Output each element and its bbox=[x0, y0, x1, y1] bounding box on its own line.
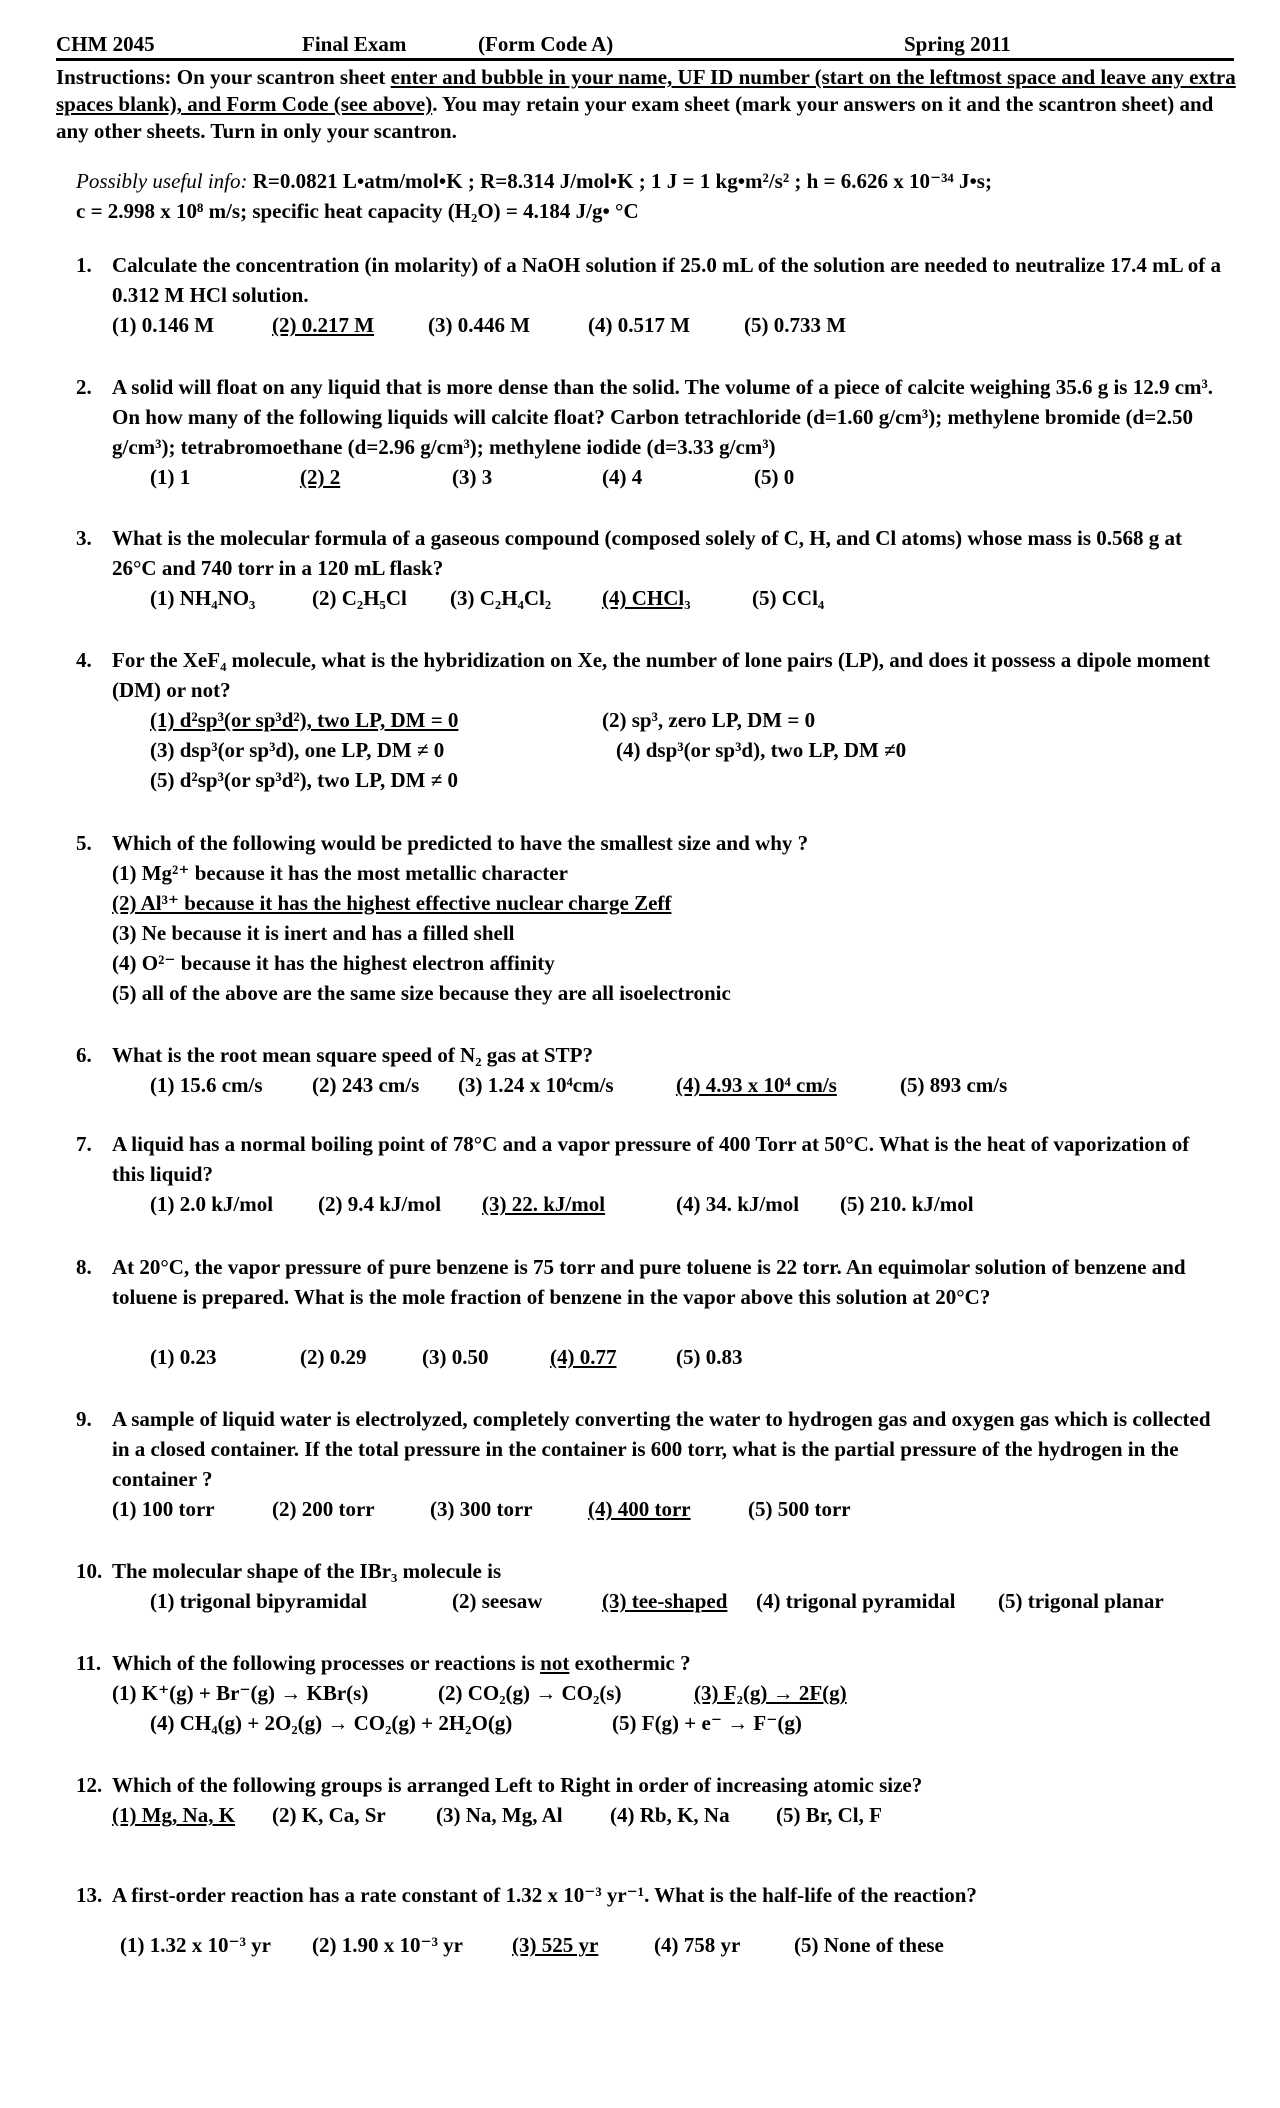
question-number: 9. bbox=[76, 1407, 92, 1431]
option-3: (3) 1.24 x 10⁴cm/s bbox=[458, 1073, 614, 1097]
question-text: A liquid has a normal boiling point of 78°C and a vapor pressure of 400 Torr at 50°C. What is the heat of vaporization of this liquid? bbox=[112, 1132, 1190, 1186]
option-1: (1) 15.6 cm/s bbox=[150, 1073, 263, 1097]
question-text: What is the molecular formula of a gaseous compound (composed solely of C, H, and Cl atoms) whose mass is 0.568 g at 26°C and 740 torr in a 120 mL flask? bbox=[112, 526, 1183, 580]
option-3-answer: (3) tee-shaped bbox=[602, 1589, 728, 1613]
option-5: (5) 0.733 M bbox=[744, 313, 847, 337]
option-3-answer bbox=[512, 1930, 632, 1960]
option-2-answer: (2) 2 bbox=[300, 465, 341, 489]
option-2: (2) K, Ca, Sr bbox=[272, 1803, 386, 1827]
question-text: Which of the following groups is arranged Left to Right in order of increasing atomic size? bbox=[112, 1773, 923, 1797]
option-1: (1) 0.23 bbox=[150, 1345, 217, 1369]
option-5: (5) d²sp³(or sp³d²), two LP, DM ≠ 0 bbox=[150, 768, 458, 792]
question-number: 12. bbox=[76, 1773, 103, 1797]
exam-term: Spring 2011 bbox=[904, 32, 1011, 56]
option-1-answer: (1) Mg, Na, K bbox=[112, 1803, 236, 1827]
option-3: (3) Na, Mg, Al bbox=[436, 1803, 563, 1827]
instructions-underlined: enter and bubble in your name, UF ID number (start on the leftmost space and leave any extra spaces blank), and Form Code (see above) bbox=[56, 65, 1236, 116]
question-number: 6. bbox=[76, 1043, 92, 1067]
option-5: (5) None of these bbox=[794, 1933, 944, 1957]
option-2: (2) C₂H₅Cl bbox=[312, 586, 407, 610]
option-5: (5) CCl₄ bbox=[752, 586, 825, 610]
option-5: (5) 0.83 bbox=[676, 1345, 743, 1369]
question-text: A solid will float on any liquid that is more dense than the solid. The volume of a piece of calcite weighing 35.6 g is 12.9 cm³. On how many of the following liquids will calcite float? Carbon tetrachloride (d=1.60 g/cm³); methylene bromide (d=2.50 g/cm³); tetrabromoethane (d=2.96 g/cm³); methylene iodide (d=3.33 g/cm³) bbox=[112, 375, 1214, 459]
option-1: (1) K⁺(g) + Br⁻(g) → KBr(s) bbox=[112, 1681, 369, 1705]
option-3: (3) C₂H₄Cl₂ bbox=[450, 586, 552, 610]
instructions-lead: Instructions: On your scantron sheet bbox=[56, 65, 391, 89]
option-1: (1) 1.32 x 10⁻³ yr bbox=[120, 1933, 271, 1957]
option-5: (5) 500 torr bbox=[748, 1497, 851, 1521]
option-1: (1) 100 torr bbox=[112, 1497, 215, 1521]
option-3: (3) dsp³(or sp³d), one LP, DM ≠ 0 bbox=[150, 738, 445, 762]
option-1: (1) 2.0 kJ/mol bbox=[150, 1192, 274, 1216]
question-text-before: Which of the following processes or reactions is bbox=[112, 1651, 541, 1675]
question-number: 7. bbox=[76, 1132, 92, 1156]
question-number: 3. bbox=[76, 526, 92, 550]
question-text-emphasis: not bbox=[540, 1651, 570, 1675]
option-3: (3) 0.50 bbox=[422, 1345, 489, 1369]
option-4: (4) trigonal pyramidal bbox=[756, 1589, 956, 1613]
option-2: (2) 0.29 bbox=[300, 1345, 367, 1369]
header-rule bbox=[56, 58, 1234, 61]
option-2: (2) 9.4 kJ/mol bbox=[318, 1192, 442, 1216]
question-number: 5. bbox=[76, 831, 92, 855]
question-number: 11. bbox=[76, 1651, 102, 1675]
option-4-answer: (4) 4.93 x 10⁴ cm/s bbox=[676, 1073, 837, 1097]
option-5: (5) trigonal planar bbox=[998, 1589, 1164, 1613]
option-1: (1) 0.146 M bbox=[112, 313, 215, 337]
option-2: (2) 200 torr bbox=[272, 1497, 375, 1521]
option-3: (3) Ne because it is inert and has a filled shell bbox=[112, 921, 515, 945]
course-code: CHM 2045 bbox=[56, 32, 155, 56]
option-1-answer: (1) d²sp³(or sp³d²), two LP, DM = 0 bbox=[150, 708, 459, 732]
option-2: (2) 1.90 x 10⁻³ yr bbox=[312, 1933, 463, 1957]
question-text: What is the root mean square speed of N₂ gas at STP? bbox=[112, 1043, 593, 1067]
question-text-after: exothermic ? bbox=[569, 1651, 691, 1675]
option-5: (5) 210. kJ/mol bbox=[840, 1192, 974, 1216]
option-2: (2) CO₂(g) → CO₂(s) bbox=[438, 1681, 622, 1705]
question-number: 4. bbox=[76, 648, 92, 672]
option-1: (1) Mg²⁺ because it has the most metallic character bbox=[112, 861, 568, 885]
instructions bbox=[56, 64, 1236, 145]
question-number: 1. bbox=[76, 253, 92, 277]
question-number: 10. bbox=[76, 1559, 103, 1583]
option-3: (3) 0.446 M bbox=[428, 313, 531, 337]
option-1: (1) trigonal bipyramidal bbox=[150, 1589, 368, 1613]
option-5: (5) 0 bbox=[754, 465, 795, 489]
option-4: (4) 4 bbox=[602, 465, 643, 489]
option-2-answer: (2) 0.217 M bbox=[272, 313, 375, 337]
question-text: The molecular shape of the IBr₃ molecule is bbox=[112, 1559, 502, 1583]
option-4-answer: (4) 400 torr bbox=[588, 1497, 691, 1521]
option-5: (5) all of the above are the same size because they are all isoelectronic bbox=[112, 981, 731, 1005]
question-text: Which of the following would be predicted to have the smallest size and why ? bbox=[112, 831, 809, 855]
question-text bbox=[112, 1648, 1222, 1678]
option-3: (3) 300 torr bbox=[430, 1497, 533, 1521]
option-5: (5) F(g) + e⁻ → F⁻(g) bbox=[612, 1711, 802, 1735]
option-5: (5) 893 cm/s bbox=[900, 1073, 1008, 1097]
question-text: A sample of liquid water is electrolyzed, completely converting the water to hydrogen gas and oxygen gas which is collected in a closed container. If the total pressure in the container is 600 torr, what is the partial pressure of the hydrogen in the container ? bbox=[112, 1407, 1211, 1491]
option-1: (1) 1 bbox=[150, 465, 191, 489]
useful-info-label: Possibly useful info: bbox=[76, 169, 248, 193]
option-4-answer: (4) CHCl₃ bbox=[602, 586, 691, 610]
question-text: For the XeF₄ molecule, what is the hybridization on Xe, the number of lone pairs (LP), and does it possess a dipole moment (DM) or not? bbox=[112, 648, 1211, 702]
useful-info-line2: c = 2.998 x 10⁸ m/s; specific heat capacity (H₂O) = 4.184 J/g• °C bbox=[76, 199, 639, 223]
option-4: (4) O²⁻ because it has the highest electron affinity bbox=[112, 951, 555, 975]
option-2: (2) sp³, zero LP, DM = 0 bbox=[602, 708, 816, 732]
option-4: (4) 758 yr bbox=[654, 1933, 741, 1957]
option-2: (2) seesaw bbox=[452, 1589, 543, 1613]
form-code: (Form Code A) bbox=[478, 32, 614, 56]
option-3: (3) 3 bbox=[452, 465, 493, 489]
exam-title: Final Exam bbox=[302, 32, 407, 56]
question-text: At 20°C, the vapor pressure of pure benzene is 75 torr and pure toluene is 22 torr. An equimolar solution of benzene and toluene is prepared. What is the mole fraction of benzene in the vapor above this solution at 20°C? bbox=[112, 1255, 1186, 1309]
question-number: 13. bbox=[76, 1883, 103, 1907]
useful-info-line1: R=0.0821 L•atm/mol•K ; R=8.314 J/mol•K ; 1 J = 1 kg•m²/s² ; h = 6.626 x 10⁻³⁴ J•s; bbox=[252, 169, 992, 193]
question-text: A first-order reaction has a rate constant of 1.32 x 10⁻³ yr⁻¹. What is the half-life of the reaction? bbox=[112, 1883, 977, 1907]
instructions-rest: . You may retain your exam sheet (mark your answers on it and the scantron sheet) and any other sheets. Turn in only your scantron. bbox=[56, 92, 1214, 143]
option-2-answer: (2) Al³⁺ because it has the highest effective nuclear charge Zeff bbox=[112, 891, 672, 915]
option-2: (2) 243 cm/s bbox=[312, 1073, 420, 1097]
option-1: (1) NH₄NO₃ bbox=[150, 586, 256, 610]
option-4: (4) 34. kJ/mol bbox=[676, 1192, 800, 1216]
option-3-answer: (3) F₂(g) → 2F(g) bbox=[694, 1681, 847, 1705]
option-3-label: (3) 525 yr bbox=[512, 1933, 599, 1957]
option-3-answer: (3) 22. kJ/mol bbox=[482, 1192, 606, 1216]
question-text: Calculate the concentration (in molarity) of a NaOH solution if 25.0 mL of the solution are needed to neutralize 17.4 mL of a 0.312 M HCl solution. bbox=[112, 253, 1222, 307]
option-4: (4) 0.517 M bbox=[588, 313, 691, 337]
option-4: (4) Rb, K, Na bbox=[610, 1803, 730, 1827]
option-5: (5) Br, Cl, F bbox=[776, 1803, 882, 1827]
useful-info bbox=[76, 166, 992, 226]
question-number: 8. bbox=[76, 1255, 92, 1279]
question-number: 2. bbox=[76, 375, 92, 399]
option-4-answer: (4) 0.77 bbox=[550, 1345, 617, 1369]
option-4: (4) CH₄(g) + 2O₂(g) → CO₂(g) + 2H₂O(g) bbox=[150, 1711, 513, 1735]
option-4: (4) dsp³(or sp³d), two LP, DM ≠0 bbox=[616, 738, 907, 762]
